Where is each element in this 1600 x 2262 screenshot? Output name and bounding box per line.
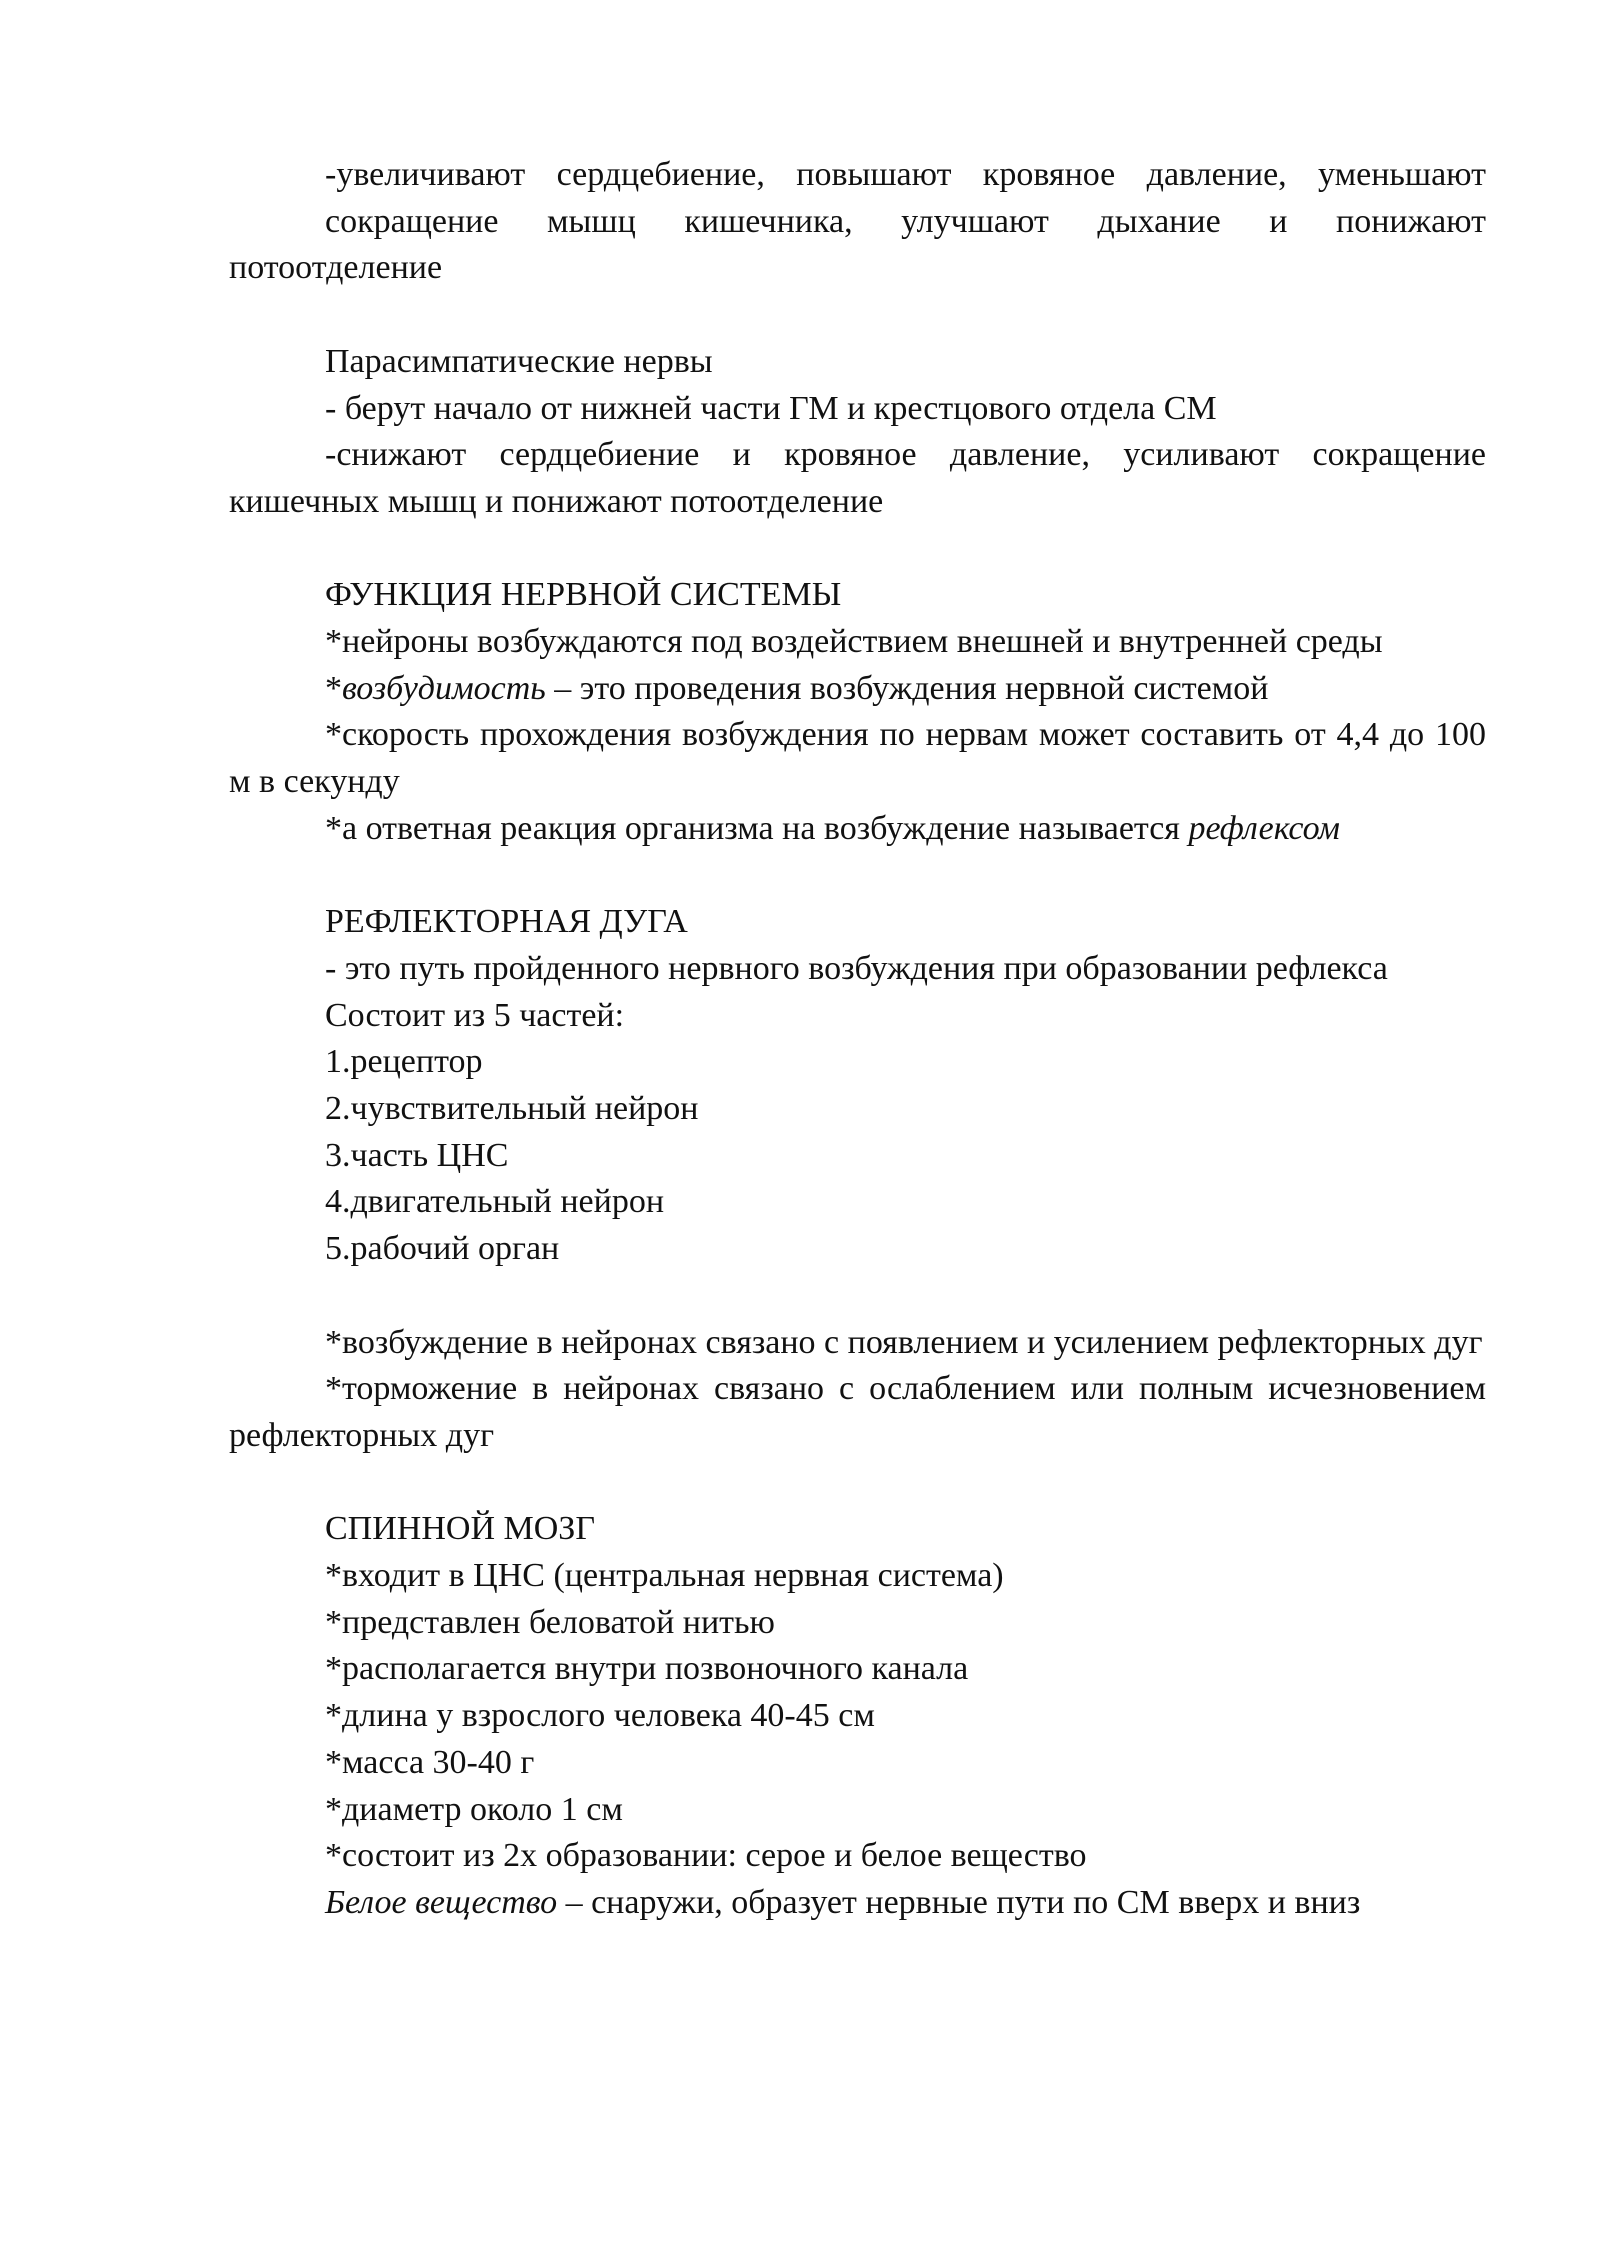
spacer — [229, 853, 1486, 900]
function-item-reflex — [229, 806, 1486, 853]
document-body — [229, 152, 1486, 1927]
term-reflex: рефлексом — [1188, 809, 1340, 847]
white-matter-description: – снаружи, образует нервные пути по СМ вверх и вниз — [557, 1883, 1361, 1921]
spinal-cord-item: *диаметр около 1 см — [325, 1790, 623, 1828]
reflex-arc-part: 3.часть ЦНС — [325, 1136, 509, 1174]
spacer — [229, 1460, 1486, 1507]
sympathetic-effects-line-1: -увеличивают сердцебиение, повышают кровяное давление, уменьшают — [325, 156, 1486, 193]
sympathetic-effects-line-2: сокращение мышц кишечника, улучшают дыхание и понижают — [325, 202, 1486, 240]
sympathetic-effects-line-3: потоотделение — [229, 249, 443, 287]
spacer — [229, 526, 1486, 573]
reflex-arc-part: 5.рабочий орган — [325, 1230, 560, 1268]
spinal-cord-item: *располагается внутри позвоночного канала — [325, 1650, 969, 1688]
spinal-cord-item: *масса 30-40 г — [325, 1743, 535, 1781]
reflex-arc-definition: - это путь пройденного нервного возбуждения при образовании рефлекса — [325, 949, 1388, 987]
spinal-cord-item: *состоит из 2х образовании: серое и белое вещество — [325, 1837, 1087, 1875]
reflex-arc-part: 1.рецептор — [325, 1043, 483, 1081]
excitability-definition: – это проведения возбуждения нервной системой — [545, 669, 1269, 707]
parasympathetic-origin: - берут начало от нижней части ГМ и крестцового отдела СМ — [325, 389, 1217, 427]
function-item-neurons: *нейроны возбуждаются под воздействием внешней и внутренней среды — [325, 623, 1383, 660]
white-matter-line — [229, 1880, 1486, 1927]
spinal-cord-heading: СПИННОЙ МОЗГ — [325, 1510, 595, 1548]
reflex-arc-parts-intro: Состоит из 5 частей: — [325, 996, 625, 1034]
spinal-cord-item: *длина у взрослого человека 40-45 см — [325, 1697, 875, 1735]
spinal-cord-item: *входит в ЦНС (центральная нервная система) — [325, 1557, 1004, 1595]
function-heading: ФУНКЦИЯ НЕРВНОЙ СИСТЕМЫ — [325, 576, 842, 614]
spacer — [229, 1273, 1486, 1320]
inhibition-item: *торможение в нейронах связано с ослаблением или полным исчезновением рефлекторных дуг — [229, 1370, 1486, 1454]
reflex-arc-heading: РЕФЛЕКТОРНАЯ ДУГА — [325, 903, 688, 941]
reflex-sentence: *а ответная реакция организма на возбуждение называется — [325, 809, 1189, 847]
reflex-arc-part: 2.чувствительный нейрон — [325, 1090, 699, 1128]
parasympathetic-heading: Парасимпатические нервы — [325, 342, 713, 380]
asterisk: * — [325, 669, 342, 707]
function-item-excitability — [229, 666, 1486, 713]
spacer — [229, 292, 1486, 339]
term-white-matter: Белое вещество — [325, 1883, 558, 1921]
spinal-cord-item: *представлен беловатой нитью — [325, 1603, 775, 1641]
parasympathetic-effect: -снижают сердцебиение и кровяное давление, усиливают сокращение кишечных мышц и понижают потоотделение — [229, 436, 1486, 520]
reflex-arc-part: 4.двигательный нейрон — [325, 1183, 665, 1221]
excitation-item: *возбуждение в нейронах связано с появлением и усилением рефлекторных дуг — [325, 1323, 1483, 1361]
term-excitability: возбудимость — [342, 669, 546, 707]
function-item-speed: *скорость прохождения возбуждения по нервам может составить от 4,4 до 100 м в секунду — [229, 716, 1486, 801]
